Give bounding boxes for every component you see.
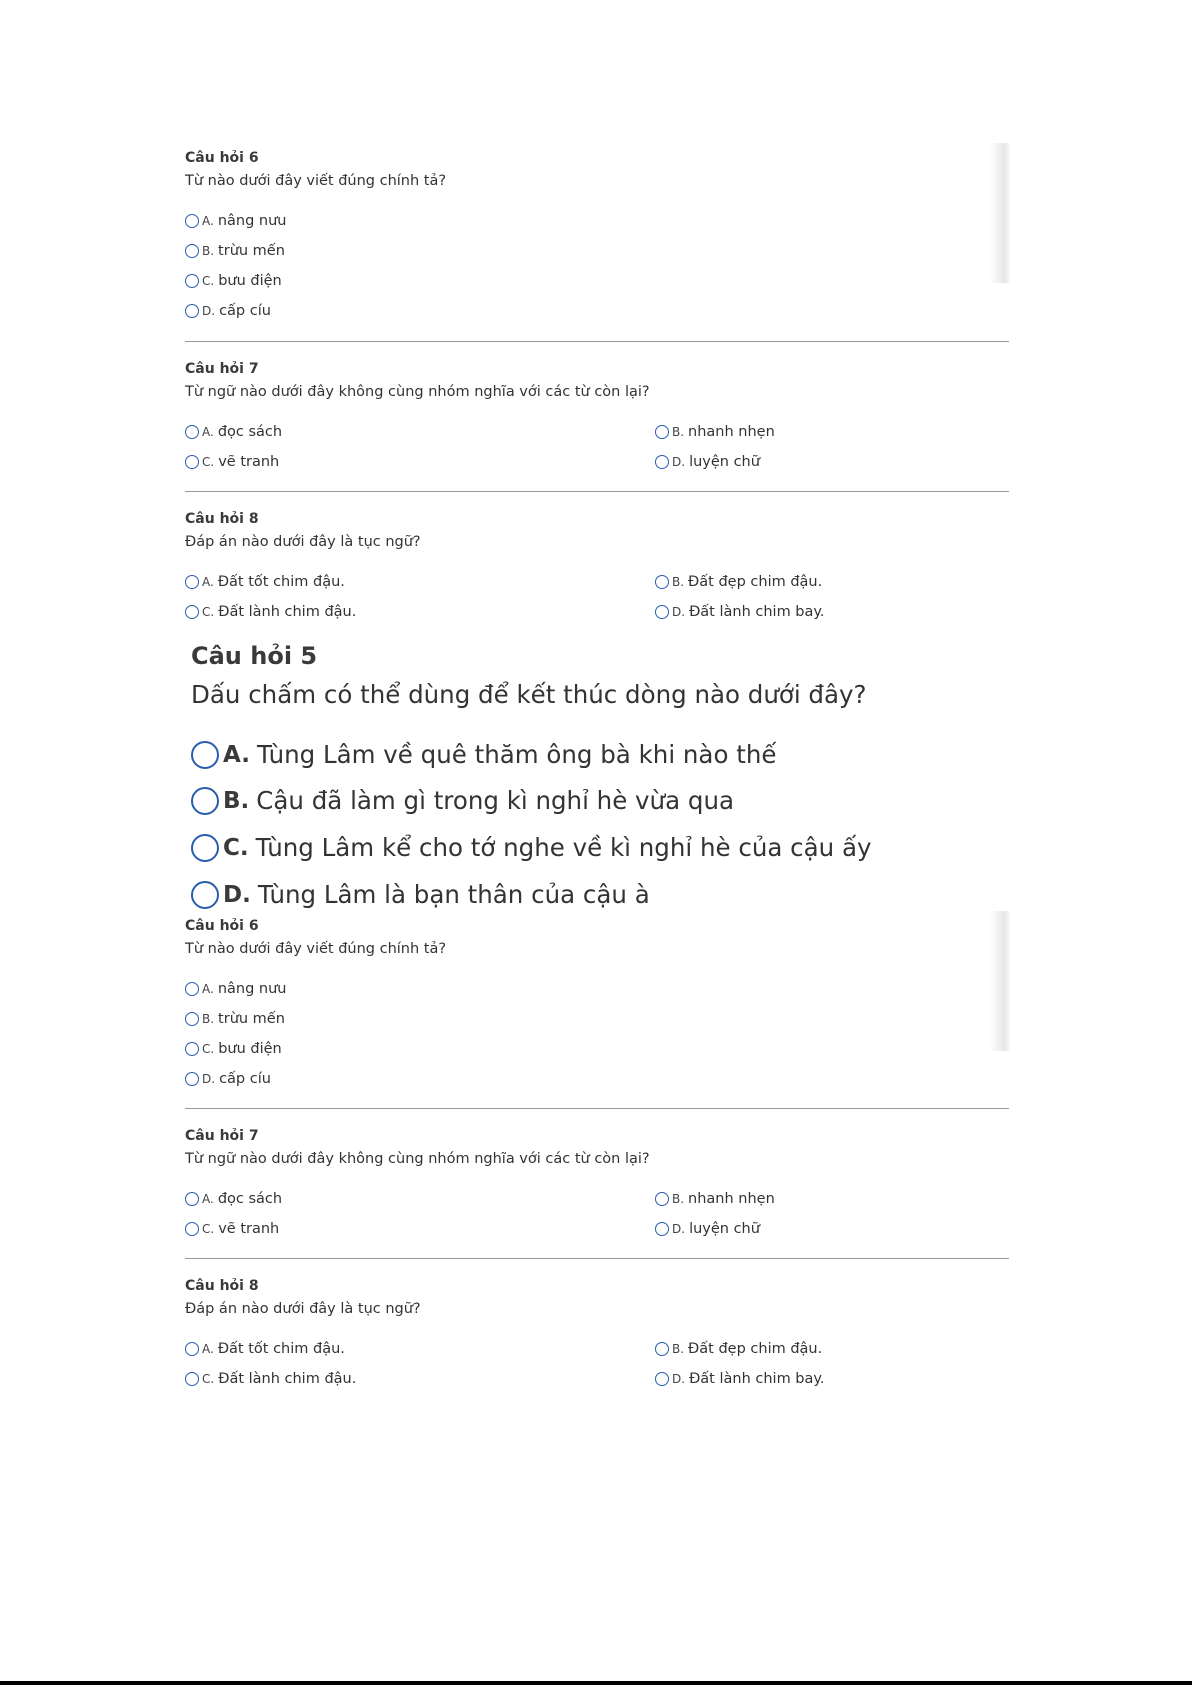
question-6-text: Từ nào dưới đây viết đúng chính tả? <box>185 941 447 957</box>
question-6-option-b[interactable] <box>185 1011 285 1027</box>
option-text: Đất lành chim đậu. <box>218 604 357 620</box>
option-label: D. <box>223 881 251 908</box>
option-text: Tùng Lâm về quê thăm ông bà khi nào thế <box>256 740 777 769</box>
option-text: đọc sách <box>217 424 283 440</box>
option-label: A. <box>202 1192 214 1206</box>
option-text: bưu điện <box>218 1041 282 1057</box>
lower-question-sheet <box>185 0 1009 1400</box>
question-5-title: Câu hỏi 5 <box>191 642 318 670</box>
radio-button[interactable] <box>655 1372 669 1386</box>
option-label: B. <box>202 1012 215 1026</box>
option-text: Đất tốt chim đậu. <box>217 1341 345 1357</box>
question-7-title: Câu hỏi 7 <box>185 1128 259 1144</box>
option-label: C. <box>223 834 249 861</box>
radio-button[interactable] <box>655 1222 669 1236</box>
option-label: D. <box>672 455 686 469</box>
option-text: Tùng Lâm là bạn thân của cậu à <box>257 880 650 909</box>
option-text: bưu điện <box>218 273 282 289</box>
radio-button[interactable] <box>185 1192 199 1206</box>
option-text: vẽ tranh <box>218 1221 280 1237</box>
radio-button[interactable] <box>185 1222 199 1236</box>
question-5-text: Dấu chấm có thể dùng để kết thúc dòng nào dưới đây? <box>191 680 867 709</box>
option-text: luyện chữ <box>689 1221 760 1237</box>
radio-button[interactable] <box>185 1372 199 1386</box>
option-label: D. <box>202 1072 216 1086</box>
option-label: B. <box>223 787 250 814</box>
radio-button[interactable] <box>185 1072 199 1086</box>
question-7-option-d[interactable] <box>655 1221 760 1237</box>
option-label: B. <box>672 1192 685 1206</box>
option-text: nhanh nhẹn <box>688 424 775 440</box>
option-label: C. <box>202 1222 215 1236</box>
option-text: Đất lành chim bay. <box>689 604 825 620</box>
option-label: C. <box>202 274 215 288</box>
option-label: D. <box>672 1222 686 1236</box>
option-text: đọc sách <box>217 1191 283 1207</box>
option-label: B. <box>672 575 685 589</box>
divider <box>185 1108 1009 1109</box>
question-6-option-c[interactable] <box>185 1041 282 1057</box>
bottom-edge-bar <box>0 1681 1192 1685</box>
option-text: nâng nưu <box>217 213 287 229</box>
option-text: cấp cíu <box>219 1071 271 1087</box>
question-8-option-a[interactable] <box>185 1341 345 1357</box>
option-label: A. <box>202 1342 214 1356</box>
question-8-title: Câu hỏi 8 <box>185 1278 259 1294</box>
option-text: nhanh nhẹn <box>688 1191 775 1207</box>
question-8-text: Đáp án nào dưới đây là tục ngữ? <box>185 534 421 550</box>
radio-button[interactable] <box>185 982 199 996</box>
option-label: A. <box>202 425 214 439</box>
question-7-option-a[interactable] <box>185 1191 282 1207</box>
option-label: A. <box>202 214 214 228</box>
radio-button[interactable] <box>185 1012 199 1026</box>
question-7-text: Từ ngữ nào dưới đây không cùng nhóm nghĩa với các từ còn lại? <box>185 384 650 400</box>
option-label: D. <box>672 1372 686 1386</box>
option-text: Đất tốt chim đậu. <box>217 574 345 590</box>
question-8-option-b[interactable] <box>655 1341 822 1357</box>
option-text: Đất lành chim đậu. <box>218 1371 357 1387</box>
question-6-option-d[interactable] <box>185 1071 271 1087</box>
option-label: C. <box>202 605 215 619</box>
option-label: D. <box>202 304 216 318</box>
option-label: B. <box>202 244 215 258</box>
question-8-text: Đáp án nào dưới đây là tục ngữ? <box>185 1301 421 1317</box>
option-text: Đất đẹp chim đậu. <box>688 574 823 590</box>
option-label: A. <box>202 982 214 996</box>
radio-button[interactable] <box>185 1342 199 1356</box>
question-7-title: Câu hỏi 7 <box>185 361 259 377</box>
question-6-text: Từ nào dưới đây viết đúng chính tả? <box>185 173 447 189</box>
question-6-option-a[interactable] <box>185 981 286 997</box>
divider <box>185 1258 1009 1259</box>
question-8-option-d[interactable] <box>655 1371 825 1387</box>
question-7-option-c[interactable] <box>185 1221 279 1237</box>
question-6-title: Câu hỏi 6 <box>185 150 259 166</box>
radio-button[interactable] <box>185 1042 199 1056</box>
option-text: vẽ tranh <box>218 454 280 470</box>
option-text: Đất lành chim bay. <box>689 1371 825 1387</box>
option-label: C. <box>202 1042 215 1056</box>
question-7-option-b[interactable] <box>655 1191 775 1207</box>
option-text: Cậu đã làm gì trong kì nghỉ hè vừa qua <box>256 786 734 815</box>
option-text: nâng nưu <box>217 981 287 997</box>
radio-button[interactable] <box>655 1192 669 1206</box>
radio-button[interactable] <box>655 1342 669 1356</box>
option-text: trừu mến <box>218 243 285 259</box>
option-label: B. <box>672 425 685 439</box>
option-label: C. <box>202 1372 215 1386</box>
option-label: D. <box>672 605 686 619</box>
option-text: Tùng Lâm kể cho tớ nghe về kì nghỉ hè của cậu ấy <box>255 833 872 862</box>
option-text: cấp cíu <box>219 303 271 319</box>
question-6-title: Câu hỏi 6 <box>185 918 259 934</box>
question-8-option-c[interactable] <box>185 1371 356 1387</box>
option-label: C. <box>202 455 215 469</box>
option-label: B. <box>672 1342 685 1356</box>
question-8-title: Câu hỏi 8 <box>185 511 259 527</box>
option-text: trừu mến <box>218 1011 285 1027</box>
option-label: A. <box>202 575 214 589</box>
option-label: A. <box>223 741 250 768</box>
option-text: luyện chữ <box>689 454 760 470</box>
question-7-text: Từ ngữ nào dưới đây không cùng nhóm nghĩa với các từ còn lại? <box>185 1151 650 1167</box>
option-text: Đất đẹp chim đậu. <box>688 1341 823 1357</box>
